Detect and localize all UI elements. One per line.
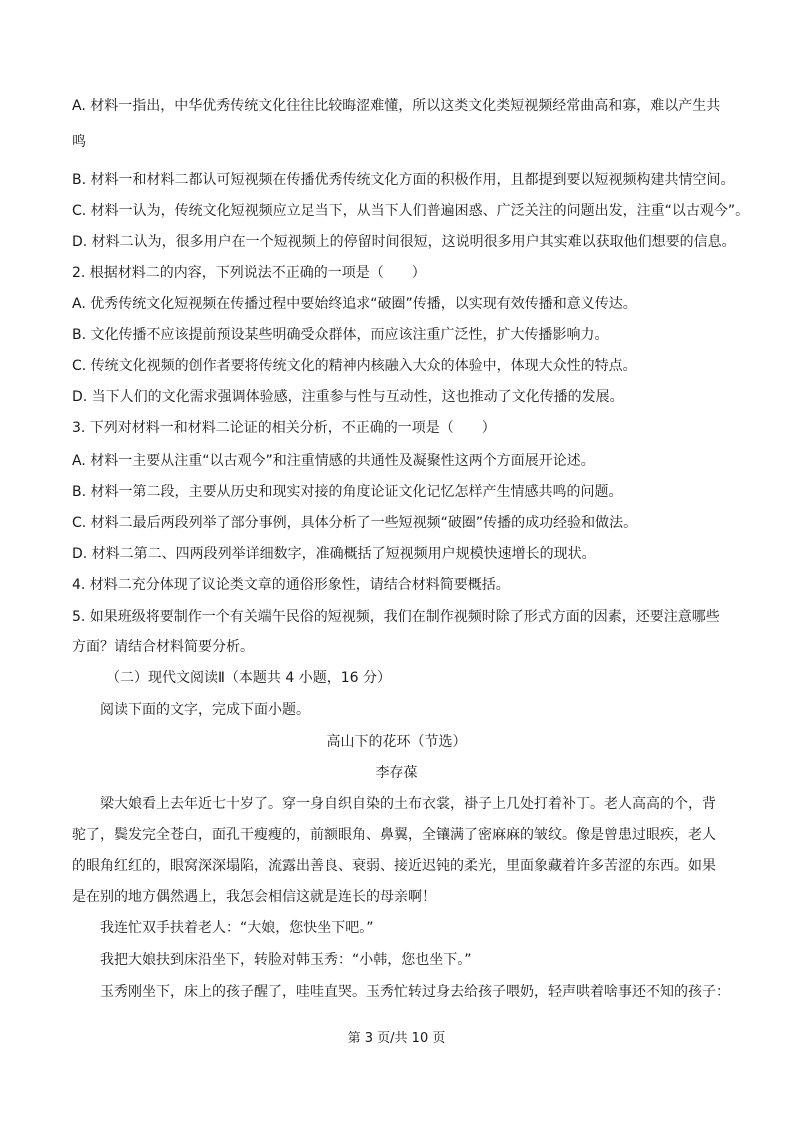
q3-option-d: D. 材料二第二、四两段列举详细数字，准确概括了短视频用户规模快速增长的现状。 — [72, 546, 596, 562]
article-author: 李存葆 — [375, 765, 418, 781]
option-a-line-2: 鸣 — [72, 134, 86, 150]
body-line-5: 我连忙双手扶着老人：“大娘，您快坐下吧。” — [100, 920, 374, 936]
body-line-6: 我把大娘扶到床沿坐下，转脸对韩玉秀：“小韩，您也坐下。” — [100, 952, 472, 968]
body-line-7: 玉秀刚坐下，床上的孩子醒了，哇哇直哭。玉秀忙转过身去给孩子喂奶，轻声哄着啥事还不知的孩子： — [100, 984, 730, 1000]
option-d: D. 材料二认为，很多用户在一个短视频上的停留时间很短，这说明很多用户其实难以获取他们想要的信息。 — [72, 234, 736, 250]
page-number: 第 3 页/共 10 页 — [347, 1031, 446, 1046]
body-line-3: 的眼角红红的，眼窝深深塌陷，流露出善良、衰弱、接近迟钝的柔光，里面象藏着许多苦涩的东西。如果 — [72, 858, 716, 874]
q2-option-b: B. 文化传播不应该提前预设某些明确受众群体，而应该注重广泛性，扩大传播影响力。 — [72, 327, 609, 343]
body-line-2: 驼了，鬓发完全苍白，面孔干瘦瘦的，前额眼角、鼻翼，全镶满了密麻麻的皱纹。像是曾患过眼疾，老人 — [72, 827, 716, 843]
question-5-line-2: 方面？请结合材料简要分析。 — [72, 639, 254, 655]
question-5-line-1: 5. 如果班级将要制作一个有关端午民俗的短视频，我们在制作视频时除了形式方面的因素，还要注意哪些 — [72, 609, 720, 625]
option-a-line-1: A. 材料一指出，中华优秀传统文化往往比较晦涩难懂，所以这类文化类短视频经常曲高和寡，难以产生共 — [72, 98, 721, 114]
q2-option-a: A. 优秀传统文化短视频在传播过程中要始终追求“破圈”传播，以实现有效传播和意义传达。 — [72, 296, 637, 312]
body-line-1: 梁大娘看上去年近七十岁了。穿一身自织自染的土布衣裳，褂子上几处打着补丁。老人高高的个，背 — [100, 796, 716, 812]
reading-instruction: 阅读下面的文字，完成下面小题。 — [100, 702, 310, 718]
question-3: 3. 下列对材料一和材料二论证的相关分析，不正确的一项是（ ） — [72, 420, 496, 436]
article-title: 高山下的花环（节选） — [326, 734, 467, 750]
q3-option-b: B. 材料一第二段，主要从历史和现实对接的角度论证文化记忆怎样产生情感共鸣的问题。 — [72, 484, 623, 500]
question-4: 4. 材料二充分体现了议论类文章的通俗形象性，请结合材料简要概括。 — [72, 577, 510, 593]
section-title: （二）现代文阅读Ⅱ（本题共 4 小题，16 分） — [106, 670, 391, 686]
body-line-4: 是在别的地方偶然遇上，我怎会相信这就是连长的母亲啊！ — [72, 889, 436, 905]
option-c: C. 材料一认为，传统文化短视频应立足当下，从当下人们普遍困惑、广泛关注的问题出发，注重“以古观今”。 — [72, 203, 750, 219]
option-b: B. 材料一和材料二都认可短视频在传播优秀传统文化方面的积极作用，且都提到要以短视频构建共情空间。 — [72, 172, 735, 188]
q3-option-a: A. 材料一主要从注重“以古观今”和注重情感的共通性及凝聚性这两个方面展开论述。 — [72, 453, 595, 469]
q3-option-c: C. 材料二最后两段列举了部分事例，具体分析了一些短视频“破圈”传播的成功经验和做法。 — [72, 515, 638, 531]
q2-option-d: D. 当下人们的文化需求强调体验感，注重参与性与互动性，这也推动了文化传播的发展。 — [72, 389, 624, 405]
q2-option-c: C. 传统文化视频的创作者要将传统文化的精神内核融入大众的体验中，体现大众性的特点。 — [72, 358, 637, 374]
question-2: 2. 根据材料二的内容，下列说法不正确的一项是（ ） — [72, 265, 426, 281]
